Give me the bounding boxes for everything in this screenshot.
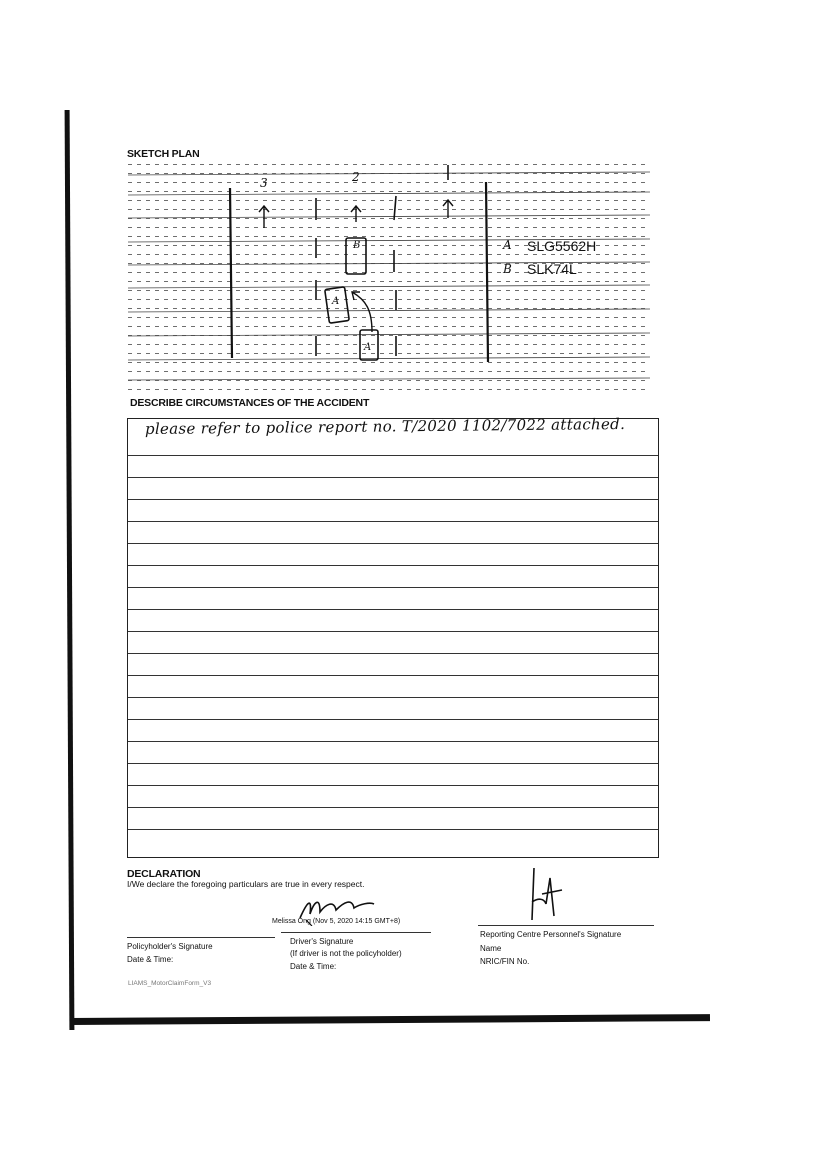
vehicle-a-letter-2: A	[364, 342, 372, 353]
policyholder-signature-line	[127, 937, 275, 938]
legend-plate-b: SLK74L	[527, 261, 577, 277]
driver-signature-line	[281, 932, 431, 933]
circumstances-lines-box	[127, 418, 659, 858]
circumstances-title: DESCRIBE CIRCUMSTANCES OF THE ACCIDENT	[130, 397, 370, 409]
declaration-title: DECLARATION	[127, 868, 201, 880]
circumstances-handwritten-text: please refer to police report no. T/2020 1102/7022 attached.	[144, 414, 626, 438]
reporting-nric-label: NRIC/FIN No.	[480, 957, 530, 966]
driver-condition-label: (If driver is not the policyholder)	[290, 949, 402, 958]
page-border-bottom	[70, 1014, 710, 1025]
lane-label-3: 3	[260, 176, 268, 190]
sketch-plan-title: SKETCH PLAN	[127, 148, 200, 160]
reporting-signature-line	[478, 925, 654, 926]
vehicle-b-letter: B	[353, 240, 361, 251]
driver-date-label: Date & Time:	[290, 962, 337, 971]
page-border-left	[65, 110, 75, 1030]
legend-plate-a: SLG5562H	[527, 238, 597, 254]
form-code: LIAMS_MotorClaimForm_V3	[128, 980, 212, 987]
lane-label-2: 2	[352, 170, 360, 184]
policyholder-signature-label: Policyholder's Signature	[127, 942, 213, 951]
policyholder-date-label: Date & Time:	[127, 955, 174, 964]
reporting-signature-label: Reporting Centre Personnel's Signature	[480, 930, 622, 939]
reporting-signature-mark	[522, 858, 566, 926]
reporting-name-label: Name	[480, 944, 502, 953]
legend-letter-b: B	[503, 262, 512, 276]
vehicle-a-letter-1: A	[332, 296, 340, 307]
driver-signature-label: Driver's Signature	[290, 937, 354, 946]
declaration-statement: I/We declare the foregoing particulars are true in every respect.	[127, 879, 365, 889]
legend-letter-a: A	[503, 238, 512, 252]
esign-caption: Melissa Ong (Nov 5, 2020 14:15 GMT+8)	[272, 918, 401, 925]
